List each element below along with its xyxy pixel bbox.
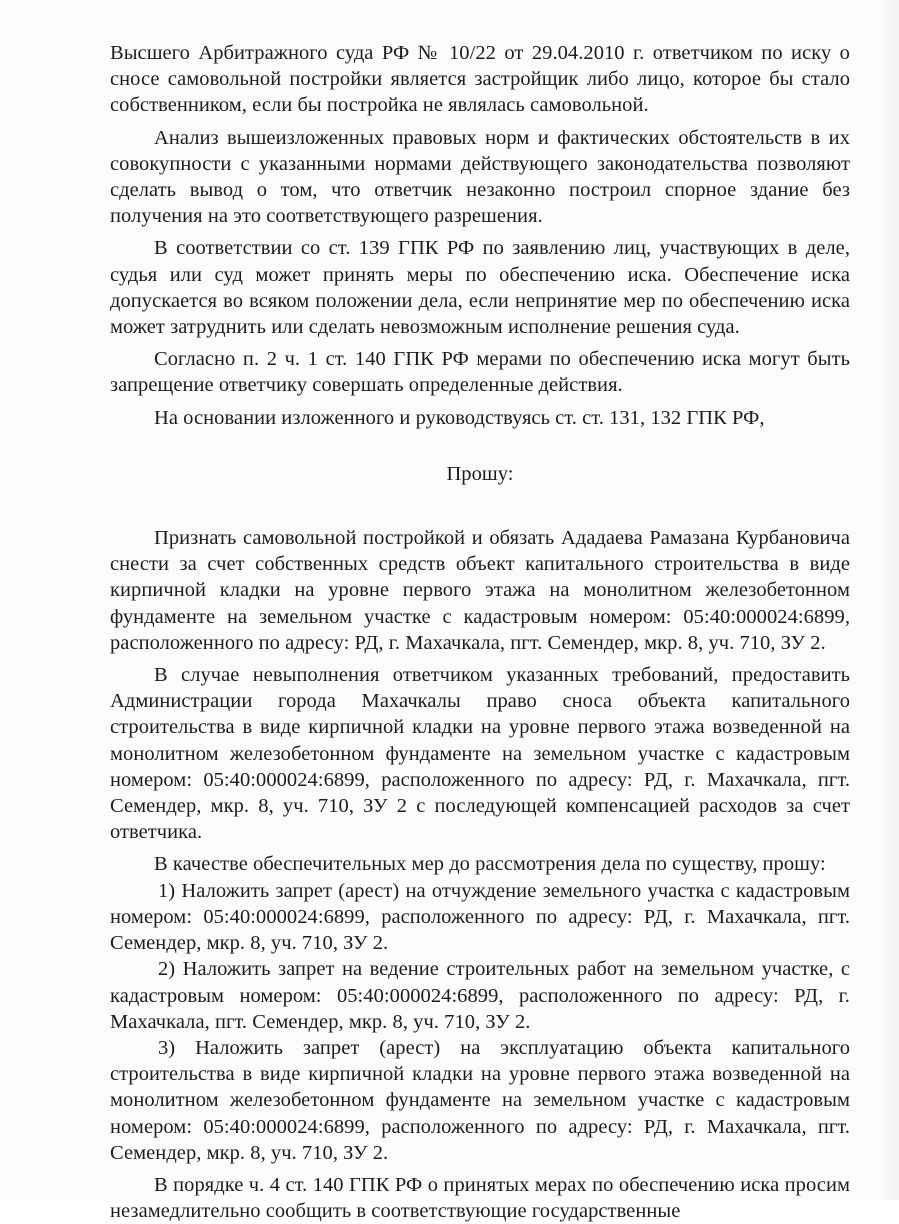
list-item: 2) Наложить запрет на ведение строительных работ на земельном участке, с кадастровым номером: 05:40:000024:6899, расположенного по адресу: РД, г. Махачкала, пгт. Семендер, мкр. 8, уч. 710, ЗУ 2. [110, 958, 850, 1033]
request-heading: Прошу: [446, 462, 514, 485]
paragraph-basis: На основании изложенного и руководствуясь ст. ст. 131, 132 ГПК РФ, [154, 406, 765, 429]
paragraph-article-139: В соответствии со ст. 139 ГПК РФ по заявлению лиц, участвующих в деле, судья или суд может принять меры по обеспечению иска. Обеспечение иска допускается во всяком положении дела, если непринятие мер по обеспечению иска может затруднить или сделать невозможным исполнение решения суда. [110, 237, 850, 339]
scan-edge-shadow [881, 0, 899, 1200]
paragraph-recognize: Признать самовольной постройкой и обязать Ададаева Рамазана Курбановича снести за счет собственных средств объект капитального строительства в виде кирпичной кладки на уровне первого этажа на монолитном железобетонном фундаменте на земельном участке с кадастровым номером: 05:40:000024:6899, расположенного по адресу: РД, г. Махачкала, пгт. Семендер, мкр. 8, уч. 710, ЗУ 2. [110, 527, 850, 654]
paragraph-failure-case: В случае невыполнения ответчиком указанных требований, предоставить Администрации города Махачкалы право сноса объекта капитального строительства в виде кирпичной кладки на уровне первого этажа возведенной на монолитном железобетонном фундаменте на земельном участке с кадастровым номером: 05:40:000024:6899, расположенного по адресу: РД, г. Махачкала, пгт. Семендер, мкр. 8, уч. 710, ЗУ 2 с последующей компенсацией расходов за счет ответчика. [110, 664, 850, 844]
paragraph-interim-measures: В качестве обеспечительных мер до рассмотрения дела по существу, прошу: [154, 853, 826, 876]
paragraph-final: В порядке ч. 4 ст. 140 ГПК РФ о принятых мерах по обеспечению иска просим незамедлительно сообщить в соответствующие государственные [110, 1173, 850, 1223]
list-item: 3) Наложить запрет (арест) на эксплуатацию объекта капитального строительства в виде кирпичной кладки на уровне первого этажа возведенной на монолитном железобетонном фундаменте на земельном участке с кадастровым номером: 05:40:000024:6899, расположенного по адресу: РД, г. Махачкала, пгт. Семендер, мкр. 8, уч. 710, ЗУ 2. [110, 1036, 850, 1164]
paragraph-article-140: Согласно п. 2 ч. 1 ст. 140 ГПК РФ мерами по обеспечению иска могут быть запрещение ответчику совершать определенные действия. [110, 348, 850, 397]
list-item: 1) Наложить запрет (арест) на отчуждение земельного участка с кадастровым номером: 05:40:000024:6899, расположенного по адресу: РД, г. Махачкала, пгт. Семендер, мкр. 8, уч. 710, ЗУ 2. [110, 879, 850, 955]
paragraph-analysis: Анализ вышеизложенных правовых норм и фактических обстоятельств в их совокупности с указанными нормами действующего законодательства позволяют сделать вывод о том, что ответчик незаконно построил спорное здание без получения на это соответствующего разрешения. [110, 126, 850, 228]
document-body [110, 40, 850, 1224]
paragraph-citation: Высшего Арбитражного суда РФ № 10/22 от 29.04.2010 г. ответчиком по иску о сносе самовольной постройки является застройщик либо лицо, которое бы стало собственником, если бы постройка не являлась самовольной. [110, 42, 850, 117]
